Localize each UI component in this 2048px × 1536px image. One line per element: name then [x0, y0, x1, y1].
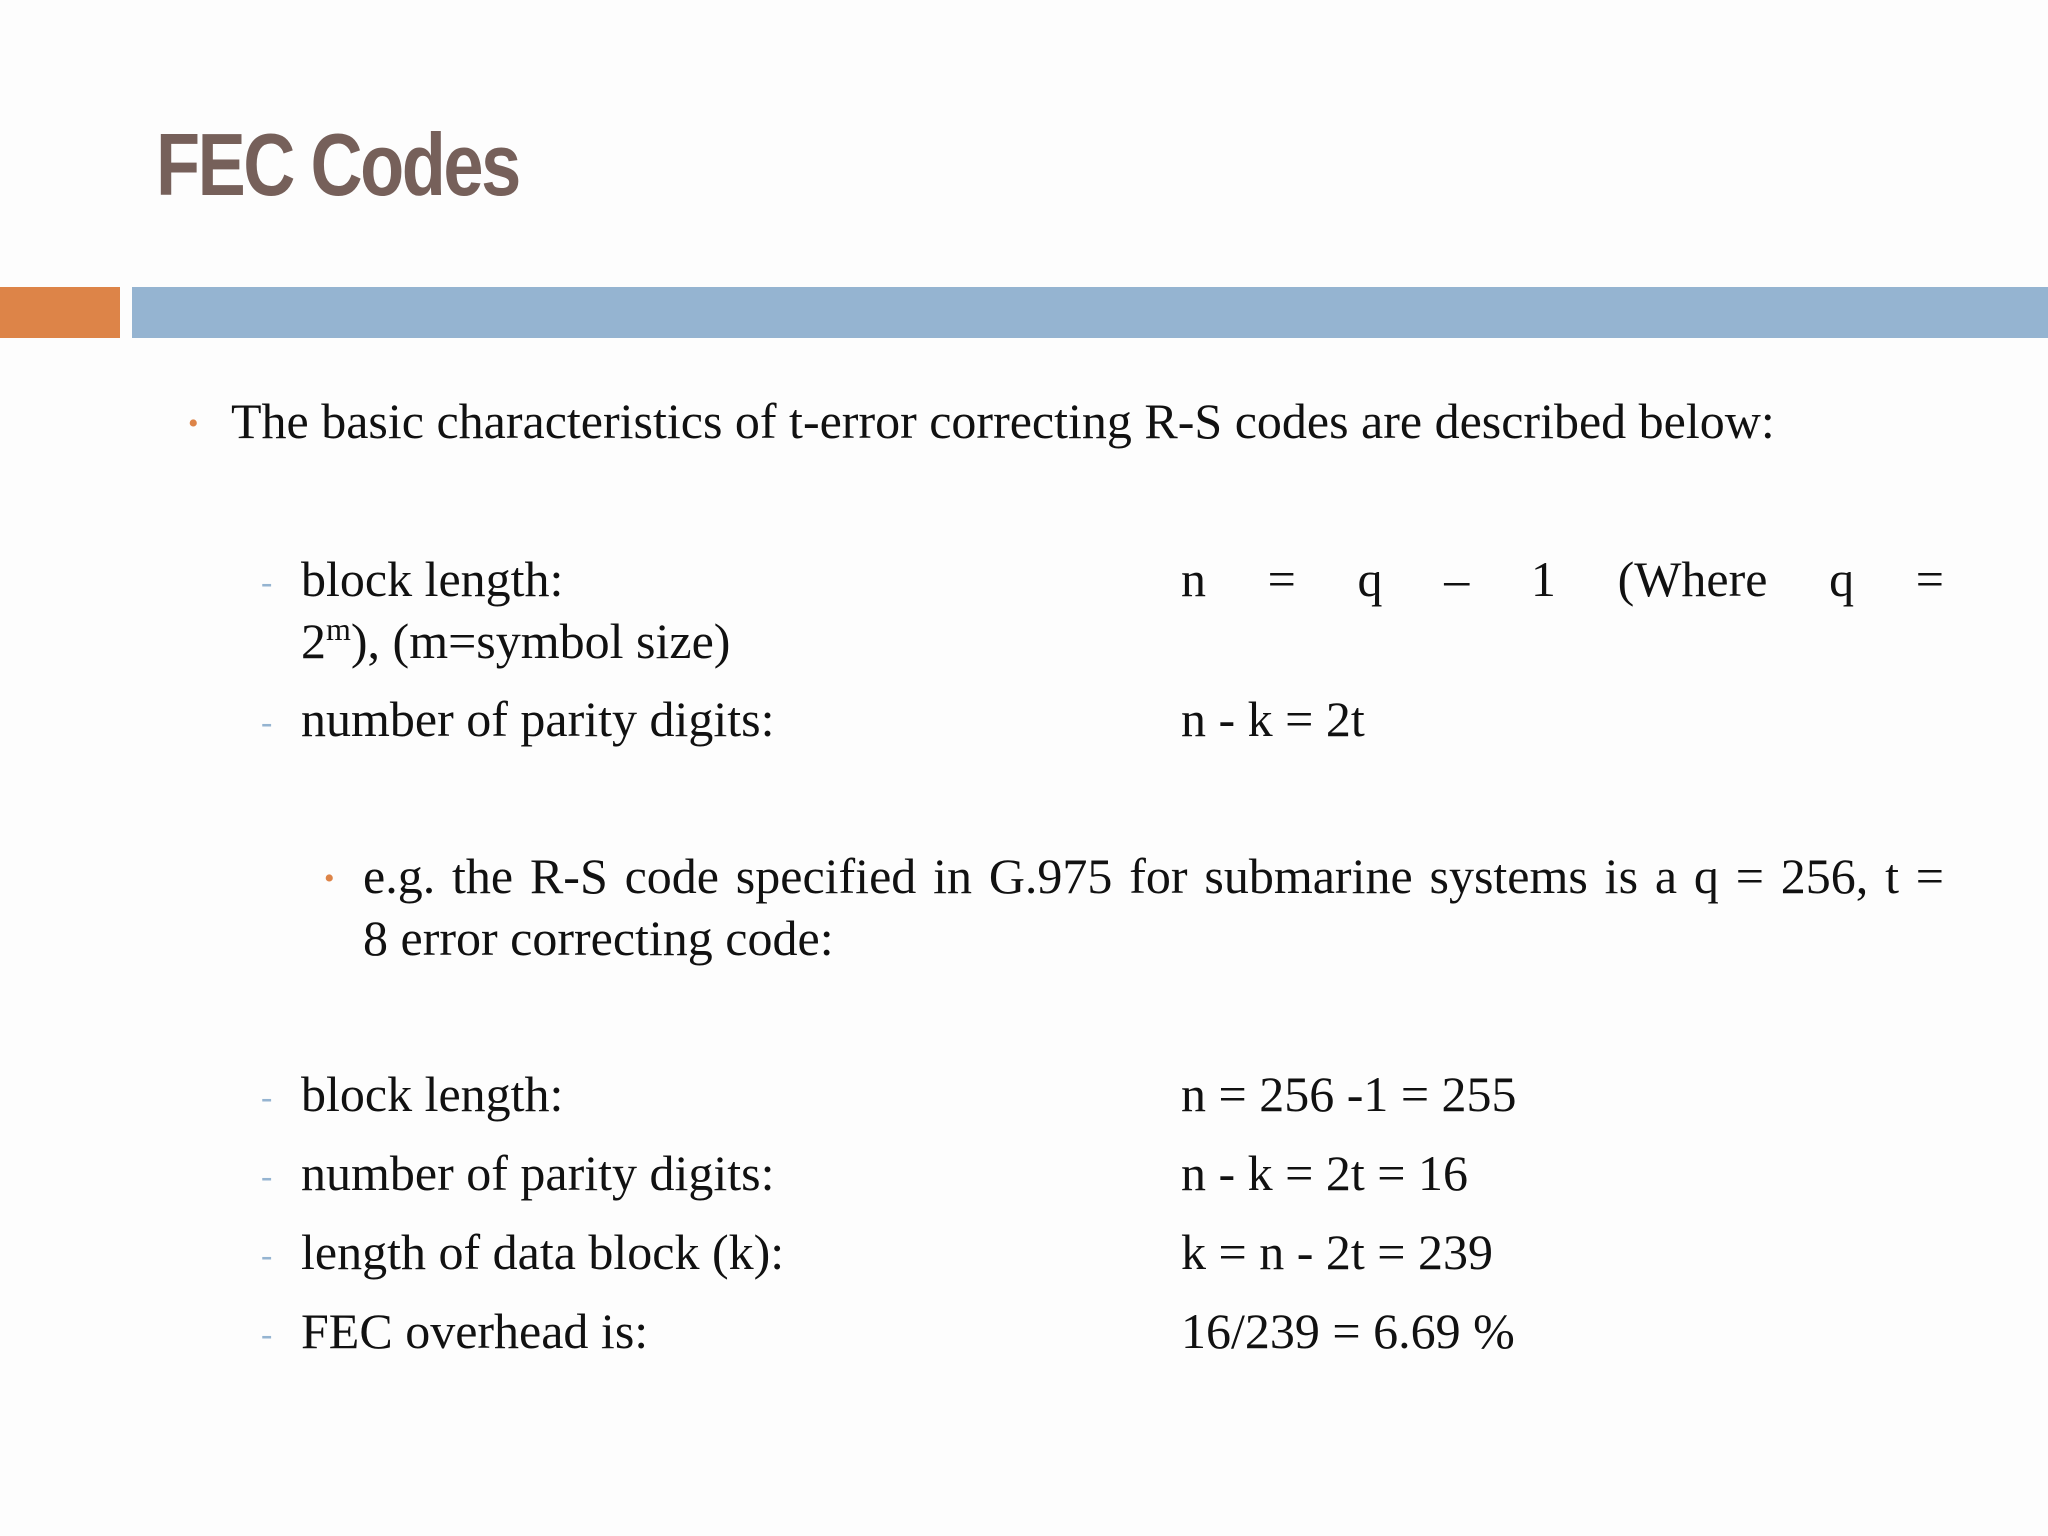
formula-token: =: [1267, 551, 1296, 607]
accent-bar-orange: [0, 287, 120, 338]
spec-row-label: block length:: [301, 1066, 564, 1122]
dash-icon: -: [261, 1316, 273, 1353]
exp-suffix: ), (m=symbol size): [350, 613, 731, 669]
dash-icon: -: [261, 564, 273, 601]
formula-token: =: [1915, 551, 1944, 607]
intro-text: The basic characteristics of t-error correcting R-S codes are described below:: [231, 393, 1775, 449]
dash-icon: -: [261, 1079, 273, 1116]
bullet-icon: •: [324, 862, 335, 895]
dash-icon: -: [261, 1237, 273, 1274]
block-length-label: block length:: [301, 551, 564, 607]
block-length-formula: [1181, 548, 1944, 610]
example-line-1: [363, 845, 1944, 907]
spec-row-value: n - k = 2t = 16: [1181, 1145, 1468, 1201]
formula-token: –: [1444, 551, 1470, 607]
example-line-2: 8 error correcting code:: [363, 910, 834, 966]
bullet-icon: •: [188, 407, 199, 440]
dash-icon: -: [261, 704, 273, 741]
block-length-continuation: [301, 610, 730, 672]
spec-row-value: 16/239 = 6.69 %: [1181, 1303, 1515, 1359]
formula-token: n: [1181, 551, 1206, 607]
formula-token: q: [1829, 551, 1855, 607]
parity-formula: n - k = 2t: [1181, 691, 1365, 747]
accent-bar-blue: [132, 287, 2048, 338]
parity-label: number of parity digits:: [301, 691, 775, 747]
exp-superscript: m: [326, 611, 351, 647]
dash-icon: -: [261, 1158, 273, 1195]
exp-base: 2: [301, 613, 326, 669]
formula-token: (Where: [1617, 551, 1768, 607]
slide-title: FEC Codes: [156, 115, 519, 214]
spec-row-value: n = 256 -1 = 255: [1181, 1066, 1517, 1122]
spec-row-label: FEC overhead is:: [301, 1303, 649, 1359]
spec-row-value: k = n - 2t = 239: [1181, 1224, 1493, 1280]
example-line-1-text: e.g. the R-S code specified in G.975 for submarine systems is a q = 256, t =: [363, 848, 1944, 904]
spec-row-label: number of parity digits:: [301, 1145, 775, 1201]
spec-row-label: length of data block (k):: [301, 1224, 785, 1280]
formula-token: q: [1357, 551, 1383, 607]
formula-token: 1: [1530, 551, 1556, 607]
